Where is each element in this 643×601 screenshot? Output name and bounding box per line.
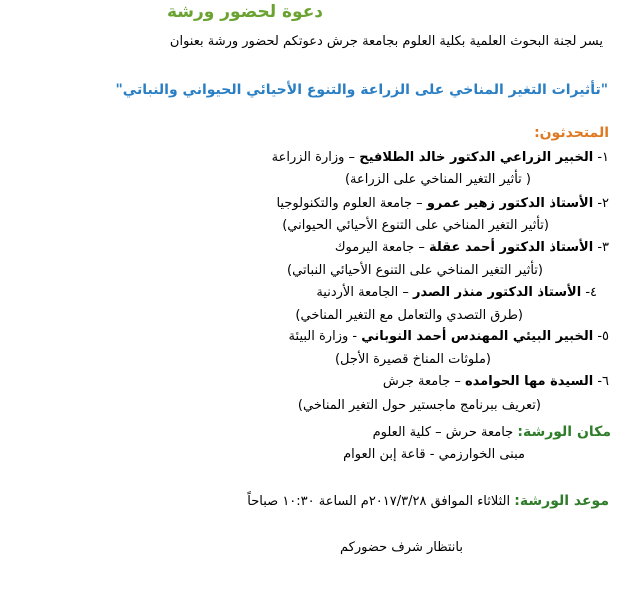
speaker-name: الأستاذ الدكتور منذر الصدر — [412, 285, 582, 300]
location-label: مكان الورشة: — [517, 424, 611, 440]
speaker-3-topic: (تأثير التغير المناخي على التنوع الأحيائي النباتي) — [287, 263, 543, 278]
speaker-2 — [276, 196, 609, 211]
speaker-5-topic: (ملوثات المناخ قصيرة الأجل) — [334, 352, 491, 367]
speaker-name: السيدة مها الحوامده — [465, 374, 594, 389]
speaker-affiliation: – وزارة الزراعة — [271, 150, 356, 165]
speaker-3 — [335, 240, 609, 255]
speaker-name: الأستاذ الدكتور زهير عمرو — [426, 196, 594, 211]
speaker-2-topic: (تأثير التغير المناخي على التنوع الأحيائي الحيواني) — [282, 218, 549, 233]
speaker-1-topic: ( تأثير التغير المناخي على الزراعة) — [344, 172, 531, 187]
date-label: موعد الورشة: — [514, 493, 609, 509]
speaker-5 — [289, 329, 609, 344]
speaker-6 — [383, 374, 609, 389]
speaker-affiliation: – جامعة اليرموك — [334, 240, 425, 255]
date-row — [247, 493, 609, 509]
invitation-title: دعوة لحضور ورشة — [166, 2, 324, 22]
speaker-number: ٥- — [597, 329, 609, 344]
location-row — [373, 424, 611, 440]
speaker-name: الخبير البيئي المهندس أحمد النوباني — [361, 329, 594, 344]
speaker-6-topic: (تعريف ببرنامج ماجستير حول التغير المناخي) — [297, 398, 541, 413]
speaker-name: الخبير الزراعي الدكتور خالد الطلافيح — [359, 150, 594, 165]
speaker-affiliation: - وزارة البيئة — [288, 329, 358, 344]
speaker-name: الأستاذ الدكتور أحمد عقلة — [428, 240, 594, 255]
speaker-1 — [272, 150, 609, 165]
location-line-2: مبنى الخوارزمي - قاعة إبن العوام — [343, 447, 525, 462]
speaker-number: ٣- — [597, 240, 609, 255]
speaker-affiliation: – جامعة العلوم والتكنولوجيا — [276, 196, 423, 211]
date-text: الثلاثاء الموافق ٢٠١٧/٣/٢٨م الساعة ١٠:٣٠ صباحاً — [247, 494, 511, 509]
location-line-1: جامعة حرش – كلية العلوم — [372, 425, 514, 440]
speaker-affiliation: – الجامعة الأردنية — [316, 285, 409, 300]
intro-text: يسر لجنة البحوث العلمية بكلية العلوم بجامعة جرش دعوتكم لحضور ورشة بعنوان — [169, 34, 603, 49]
speaker-4-topic: (طرق التصدي والتعامل مع التغير المناخي) — [295, 308, 523, 323]
speaker-4 — [316, 285, 597, 300]
speaker-number: ٢- — [597, 196, 609, 211]
speaker-number: ٤- — [585, 285, 597, 300]
speaker-number: ٦- — [597, 374, 609, 389]
closing-text: بانتظار شرف حضوركم — [340, 540, 463, 555]
speaker-affiliation: – جامعة جرش — [382, 374, 461, 389]
workshop-title: "تأثيرات التغير المناخي على الزراعة والتنوع الأحيائي الحيواني والنباتي" — [115, 82, 608, 98]
speaker-number: ١- — [597, 150, 609, 165]
speakers-heading: المتحدثون: — [534, 125, 609, 141]
